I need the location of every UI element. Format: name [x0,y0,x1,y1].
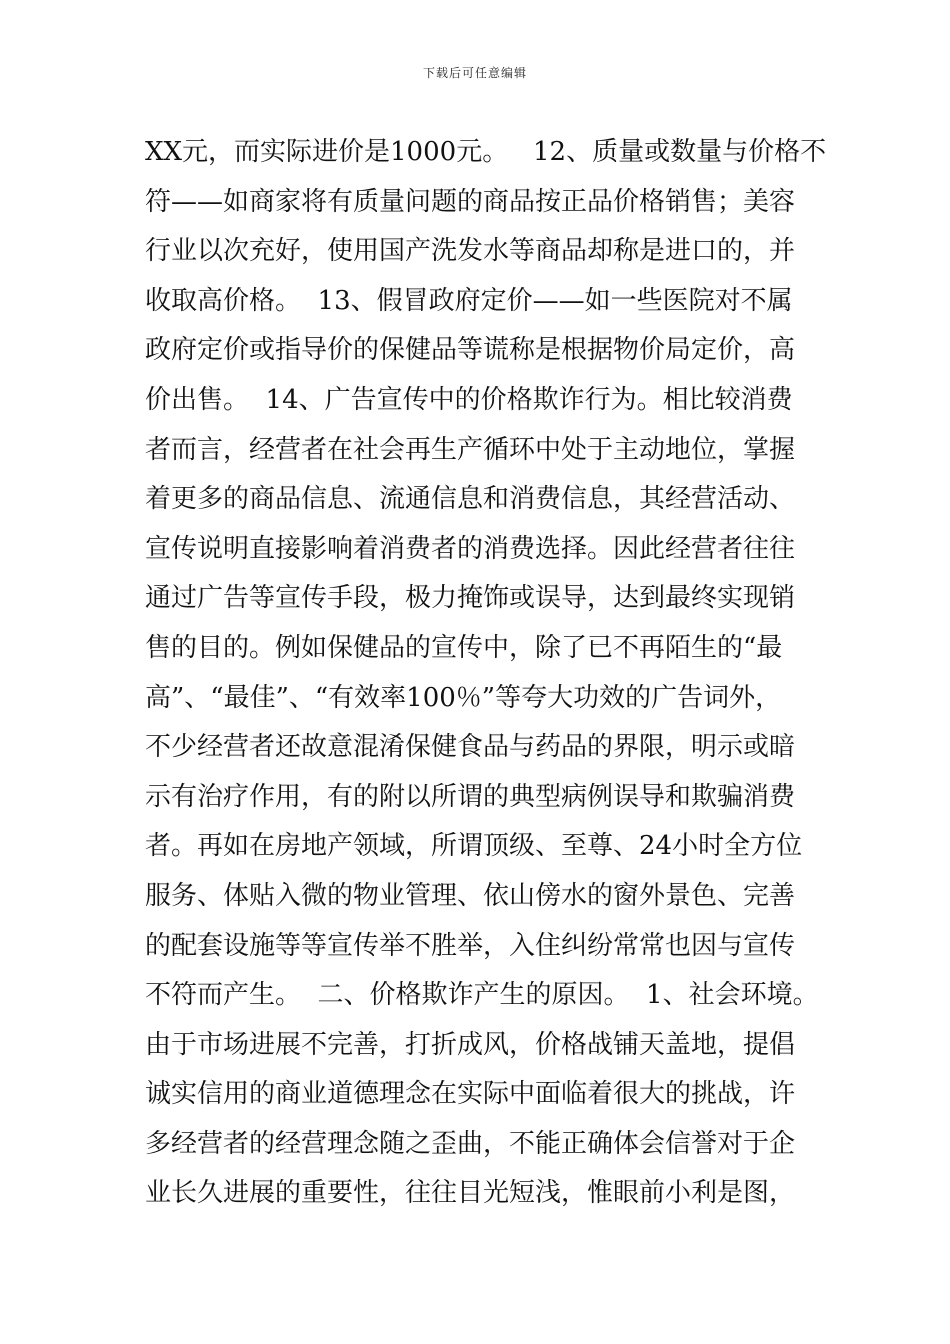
text-line: 宣传说明直接影响着消费者的消费选择。因此经营者往往 [145,533,796,564]
text-line: 售的目的。例如保健品的宣传中，除了已不再陌生的“最 [145,632,783,663]
text-line: 诚实信用的商业道德理念在实际中面临着很大的挑战，许 [145,1079,796,1110]
text-line: 收取高价格。 13、假冒政府定价——如一些医院对不属 [145,285,793,316]
text-line: 不少经营者还故意混淆保健食品与药品的界限，明示或暗 [145,732,796,763]
page-header: 下载后可任意编辑 [422,66,527,80]
text-line: 由于市场进展不完善，打折成风，价格战铺天盖地，提倡 [145,1029,796,1060]
text-line: 服务、体贴入微的物业管理、依山傍水的窗外景色、完善 [145,880,796,911]
text-line: 价出售。 14、广告宣传中的价格欺诈行为。相比较消费 [145,384,793,415]
text-line: 者而言，经营者在社会再生产循环中处于主动地位，掌握 [145,434,796,465]
text-line: 不符而产生。 二、价格欺诈产生的原因。 1、社会环境。 [145,980,819,1011]
text-line: XX元，而实际进价是1000元。 12、质量或数量与价格不 [145,137,827,167]
text-line: 业长久进展的重要性，往往目光短浅，惟眼前小利是图， [145,1178,796,1209]
text-line: 政府定价或指导价的保健品等谎称是根据物价局定价，高 [145,335,796,366]
text-line: 着更多的商品信息、流通信息和消费信息，其经营活动、 [145,484,796,515]
text-line: 的配套设施等等宣传举不胜举，入住纠纷常常也因与宣传 [145,930,796,961]
text-line: 高”、“最佳”、“有效率100％”等夸大功效的广告词外， [145,682,782,713]
text-line: 通过广告等宣传手段，极力掩饰或误导，达到最终实现销 [145,583,796,614]
text-line: 者。再如在房地产领域，所谓顶级、至尊、24小时全方位 [145,831,803,862]
document-body [145,128,845,1219]
text-line: 多经营者的经营理念随之歪曲，不能正确体会信誉对于企 [145,1128,796,1159]
text-line: 行业以次充好，使用国产洗发水等商品却称是进口的，并 [145,236,796,267]
text-line: 示有治疗作用，有的附以所谓的典型病例误导和欺骗消费 [145,781,796,812]
text-line: 符——如商家将有质量问题的商品按正品价格销售；美容 [145,186,796,217]
